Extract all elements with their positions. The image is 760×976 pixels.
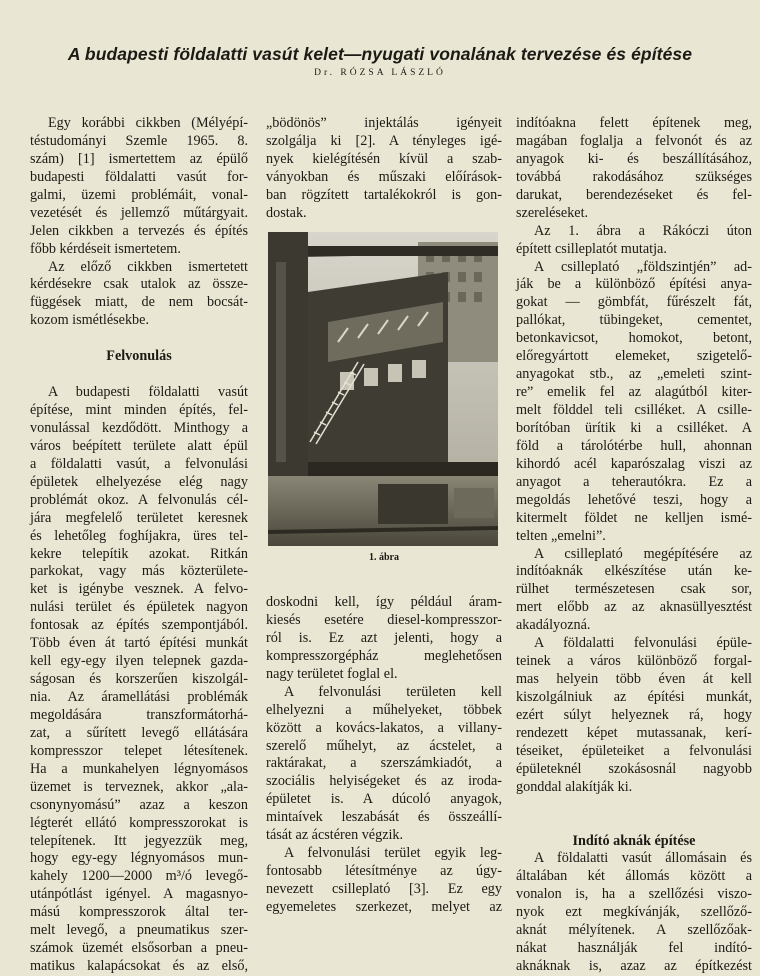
text-line: nyek kielégítésén kívül a szab- <box>266 150 502 167</box>
text-line: fontosak az építés szempontjából. <box>30 617 248 634</box>
text-line: vonalon is, ha a szellőzési viszo- <box>516 886 752 903</box>
figure-caption: 1. ábra <box>369 552 399 563</box>
text-line: melt levegő, a pneumatikus szer- <box>30 922 248 939</box>
text-line: parkokat, vagy más közterülete- <box>30 563 248 580</box>
text-line: magában foglalja a felvonót és az <box>516 132 752 149</box>
text-line: kiszolgálniuk az építési munkát, <box>516 689 752 705</box>
text-line: „bödönös” injektálás igényeit <box>266 115 502 131</box>
text-line <box>516 815 752 833</box>
text-line: A felvonulási területen kell <box>284 683 502 700</box>
text-line: doskodni kell, így például áram- <box>266 594 502 610</box>
text-line: kompresszor telepet létesítenek. <box>30 742 248 759</box>
text-line: csonynyomású” azaz a keszon <box>30 796 248 813</box>
text-line: problémát okoz. A felvonulás cél- <box>30 491 248 508</box>
text-line: üzemet is terveznek, akkor „ala- <box>30 778 248 795</box>
text-line: előregyártott elemeket, szigetelő- <box>516 348 752 365</box>
article-author: Dr. RÓZSA LÁSZLÓ <box>314 68 446 78</box>
figure-photo-csilleplato <box>268 232 498 546</box>
text-line: mas helyein több éven át kell <box>516 671 752 688</box>
article-title: A budapesti földalatti vasút kelet—nyugati vonalának tervezése és építése <box>67 44 693 64</box>
text-line: gokat — gömbfát, fűrészelt fát, <box>516 294 752 311</box>
text-line: szociális helyiségeket és az iroda- <box>266 773 502 790</box>
text-line: szolgálja ki [2]. A tényleges igé- <box>266 132 502 149</box>
text-line: Jelen cikkben a tervezés és építés <box>30 222 248 239</box>
text-line: pallókat, tübingeket, cementet, <box>516 312 752 329</box>
text-line: kérdésekre csak utalok az össze- <box>30 276 248 293</box>
text-line: akadályozná. <box>516 617 591 634</box>
text-line: ságosan és korszerűen kiszolgál- <box>30 671 248 688</box>
text-line: indítóakna felett építenek meg, <box>516 115 752 131</box>
text-line: kell egy-egy ilyen telepnek gazda- <box>30 653 248 670</box>
text-line: A felvonulási terület egyik leg- <box>284 845 502 862</box>
text-line: utánpótlást igényel. A magasnyo- <box>30 886 248 903</box>
text-line: kihordó acél kaparószalag viszi az <box>516 455 752 472</box>
section-heading: Indító aknák építése <box>572 832 696 849</box>
text-line: számok üzemét elsősorban a pneu- <box>30 940 248 957</box>
section-heading: Felvonulás <box>106 348 172 365</box>
text-line <box>516 797 752 815</box>
text-line: ról is. Ez azt jelenti, hogy a <box>266 629 502 646</box>
text-line: a földalatti vasút, a felvonulási <box>30 455 248 472</box>
text-line: Az előző cikkben ismertetett <box>48 258 248 275</box>
text-line: darukat, berendezéseket és fel- <box>516 186 752 203</box>
text-line: ják be a különböző építési anya- <box>516 276 752 293</box>
text-line: épületeknél szokásosnál nagyobb <box>516 760 752 777</box>
text-line: fontosabb létesítménye az úgy- <box>266 863 502 880</box>
text-line <box>30 330 248 348</box>
text-line: ket is igénybe vesznek. A felvo- <box>30 581 248 598</box>
text-line: kekre telepítik azokat. Ritkán <box>30 545 248 562</box>
text-line: föld a tárolótérbe hull, ahonnan <box>516 437 752 454</box>
text-line: kitermelt földet ne kelljen ismé- <box>516 509 752 526</box>
text-line: aknáknak is, azaz az építkezést <box>516 958 752 975</box>
text-line: dostak. <box>266 204 307 221</box>
text-line: gonddal alakítják ki. <box>516 778 633 795</box>
text-column-3 <box>516 115 752 976</box>
text-line: elhelyezni a műhelyeket, többek <box>266 701 502 718</box>
text-line: telten „emelni”. <box>516 527 606 544</box>
text-line: aknát mélyítenek. A szellőzőak- <box>516 922 752 939</box>
text-line: indítóaknák elkészítése után ke- <box>516 563 752 580</box>
text-line: jára megfelelő területet keresnek <box>30 509 248 526</box>
text-line: függések miatt, de nem bocsát- <box>30 294 248 311</box>
text-line: kiesés esetére diesel-kompresszor- <box>266 611 502 628</box>
text-column-2-top <box>266 115 502 223</box>
text-line: nákat használják fel indító- <box>516 940 752 957</box>
text-line: téstudományi Szemle 1965. 8. <box>30 132 248 149</box>
text-line: Ha a munkahelyen légnyomásos <box>30 760 248 777</box>
text-line: város beépített területe alatt épül <box>30 437 248 454</box>
text-line: szereléseket. <box>516 204 589 221</box>
text-line: rendezett képet mutassanak, kerí- <box>516 724 752 741</box>
text-line: A földalatti felvonulási épüle- <box>534 635 752 652</box>
text-line: kozom ismétlésekbe. <box>30 312 149 329</box>
text-line: galmi, üzemi problémáit, vonal- <box>30 186 248 203</box>
text-line: szerelő műhelyt, az ácstelet, a <box>266 737 502 754</box>
text-line: matikus kalapácsokat és az első, <box>30 958 248 975</box>
text-line: tását az ácstéren végzik. <box>266 827 404 844</box>
text-line: teinek a város különböző forgal- <box>516 653 752 670</box>
text-line: borítóban ürítik ki a csilléket. A <box>516 419 752 436</box>
text-line: mású kompresszorok által ter- <box>30 904 248 921</box>
text-line: telepítenek. Itt jegyezzük meg, <box>30 832 248 849</box>
text-line: továbbá rakodásához szükséges <box>516 168 752 185</box>
text-line: A csilleplató megépítésére az <box>534 545 752 562</box>
text-line: nia. Az áramellátási problémák <box>30 689 248 705</box>
text-column-2-bottom <box>266 594 502 917</box>
text-line: vezetését és jellemző műtárgyait. <box>30 204 248 221</box>
text-line: megoldására transzformátorhá- <box>30 706 248 723</box>
text-line: anyagok ki- és beszállításához, <box>516 150 752 167</box>
text-line: ványokban és műszaki előírások- <box>266 168 502 185</box>
text-line: mintaívek leszabását és összeállí- <box>266 809 502 826</box>
text-line: Az 1. ábra a Rákóczi úton <box>534 222 752 239</box>
text-line: általában két állomás között a <box>516 868 752 885</box>
text-line: A csilleplató „földszintjén” ad- <box>534 258 752 275</box>
text-line: rülhet természetesen csak sor, <box>516 581 752 598</box>
text-line: megoldás lehetővé teszi, hogy a <box>516 491 752 508</box>
text-line: és lehetőleg foghíjakra, üres tel- <box>30 527 248 544</box>
text-line: épített csilleplatót mutatja. <box>516 240 667 257</box>
text-line: kahely 1200—2000 m³/ó levegő- <box>30 868 248 885</box>
text-line: ezért súlyt helyeznek rá, hogy <box>516 706 752 723</box>
text-line: raktárakat, a szerszámkiadót, a <box>266 755 502 772</box>
text-line: mert előbb az az aknasüllyesztést <box>516 599 752 616</box>
text-line: A földalatti vasút állomásain és <box>534 850 752 867</box>
text-line: nagy területet foglal el. <box>266 665 398 682</box>
text-line: egyemeletes szerkezet, melyet az <box>266 898 502 915</box>
text-line: hogy egy-egy légnyomásos mun- <box>30 850 248 867</box>
text-line: épületek elhelyezése elég nagy <box>30 473 248 490</box>
text-line: építése, mint minden építés, fel- <box>30 402 248 418</box>
text-column-1 <box>30 115 248 976</box>
text-line: főbb kérdéseit ismertetem. <box>30 240 181 257</box>
text-line: Több éven át tartó építési munkát <box>30 635 248 652</box>
text-line: budapesti földalatti vasút for- <box>30 168 248 185</box>
text-line: Egy korábbi cikkben (Mélyépí- <box>48 115 248 131</box>
text-line: vonulással kezdődött. Minthogy a <box>30 419 248 436</box>
text-line: re” emelik fel az alagútból kiter- <box>516 384 752 401</box>
text-line: nevezett csilleplató [3]. Ez egy <box>266 881 502 897</box>
text-line: ban rögzített tartalékokról is gon- <box>266 186 502 203</box>
text-line <box>30 366 248 384</box>
text-line: A budapesti földalatti vasút <box>48 384 248 401</box>
text-line: épületet is. A dúcoló anyagok, <box>266 791 502 808</box>
text-line: anyagokat stb., az „emeleti szint- <box>516 366 752 383</box>
text-line: nulási terület és épületek nagyon <box>30 599 248 616</box>
text-line: melt földdel teli csilléket. A csille- <box>516 402 752 418</box>
text-line: kompresszorgépház meglehetősen <box>266 647 502 664</box>
text-line: szám) [1] ismertettem az épülő <box>30 150 248 167</box>
text-line: zat, a sűrített levegő ellátására <box>30 724 248 741</box>
text-line: betonkavicsot, homokot, betont, <box>516 330 752 347</box>
text-line: között a kovács-lakatos, a villany- <box>266 719 502 736</box>
text-line: nyok ezt megkívánják, szellőző- <box>516 904 752 921</box>
text-line: légterét ellátó kompresszorokat is <box>30 814 248 831</box>
text-line: anyagot a teherautókra. Ez a <box>516 473 752 490</box>
text-line: téseiket, épületeiket a felvonulási <box>516 742 752 759</box>
